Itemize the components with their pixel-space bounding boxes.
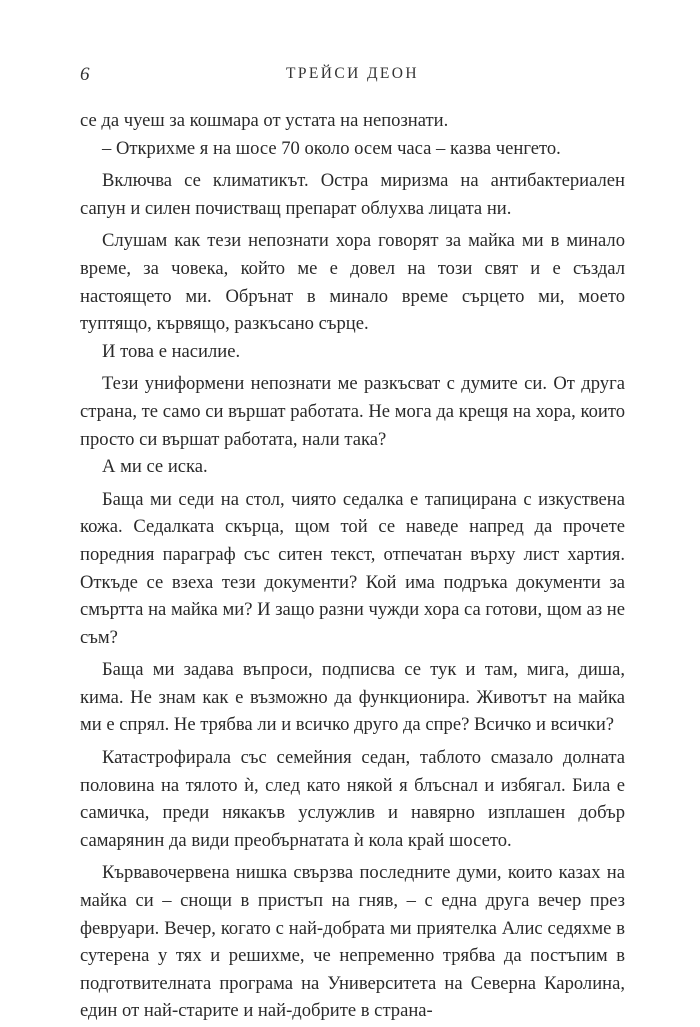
paragraph: Слушам как тези непознати хора говорят за майка ми в минало време, за човека, който ме е довел на този свят и е създал настоящето ми. Обрънат в минало време сърцето ми, моето туптящо, кървящо, разкъсано сърце. xyxy=(80,230,625,335)
paragraph: А ми се иска. xyxy=(102,456,208,478)
page-number: 6 xyxy=(80,64,90,85)
paragraph: – Открихме я на шосе 70 около осем часа – казва ченгето. xyxy=(102,137,561,159)
paragraph: Кървавочервена нишка свързва последните думи, които казах на майка си – снощи в пристъп на гняв, – с една друга вечер през февруари. Вечер, когато с най-добрата ми приятелка Алис седяхме в сутерена у тях и решихме, че непременно трябва да постъпим в подготвителната програма на Университета на Северна Каролина, един от най-старите и най-добрите в страна- xyxy=(80,862,625,1022)
paragraph: Баща ми задава въпроси, подписва се тук и там, мига, диша, кима. Не знам как е възможно да функционира. Животът на майка ми е спрял. Не трябва ли и всичко друго да спре? Всичко и всички? xyxy=(80,659,625,736)
running-header xyxy=(80,62,625,92)
paragraph: Баща ми седи на стол, чиято седалка е тапицирана с изкуствена кожа. Седалката скърца, щом той се наведе напред да прочете поредния параграф със ситен текст, отпечатан върху лист хартия. Откъде се взеха тези документи? Кой има подръка документи за смъртта на майка ми? И защо разни чужди хора са готови, щом аз не съм? xyxy=(80,488,625,648)
running-header-author: ТРЕЙСИ ДЕОН xyxy=(286,65,419,82)
paragraph: се да чуеш за кошмара от устата на непознати. xyxy=(80,110,449,131)
paragraph: Включва се климатикът. Остра миризма на антибактериален сапун и силен почистващ препарат облухва лицата ни. xyxy=(80,170,625,219)
paragraph: Тези униформени непознати ме разкъсват с думите си. От друга страна, те само си вършат работата. Не мога да крещя на хора, които просто си вършат работата, нали така? xyxy=(80,373,625,450)
paragraph: Катастрофирала със семейния седан, таблото смазало долната половина на тялото ѝ, след като някой я блъснал и избягал. Била е самичка, преди някакъв услужлив и навярно изплашен добър самарянин да види преобърнатата ѝ кола край шосето. xyxy=(80,747,625,851)
paragraph: И това е насилие. xyxy=(102,340,241,362)
body-text xyxy=(80,107,625,1025)
